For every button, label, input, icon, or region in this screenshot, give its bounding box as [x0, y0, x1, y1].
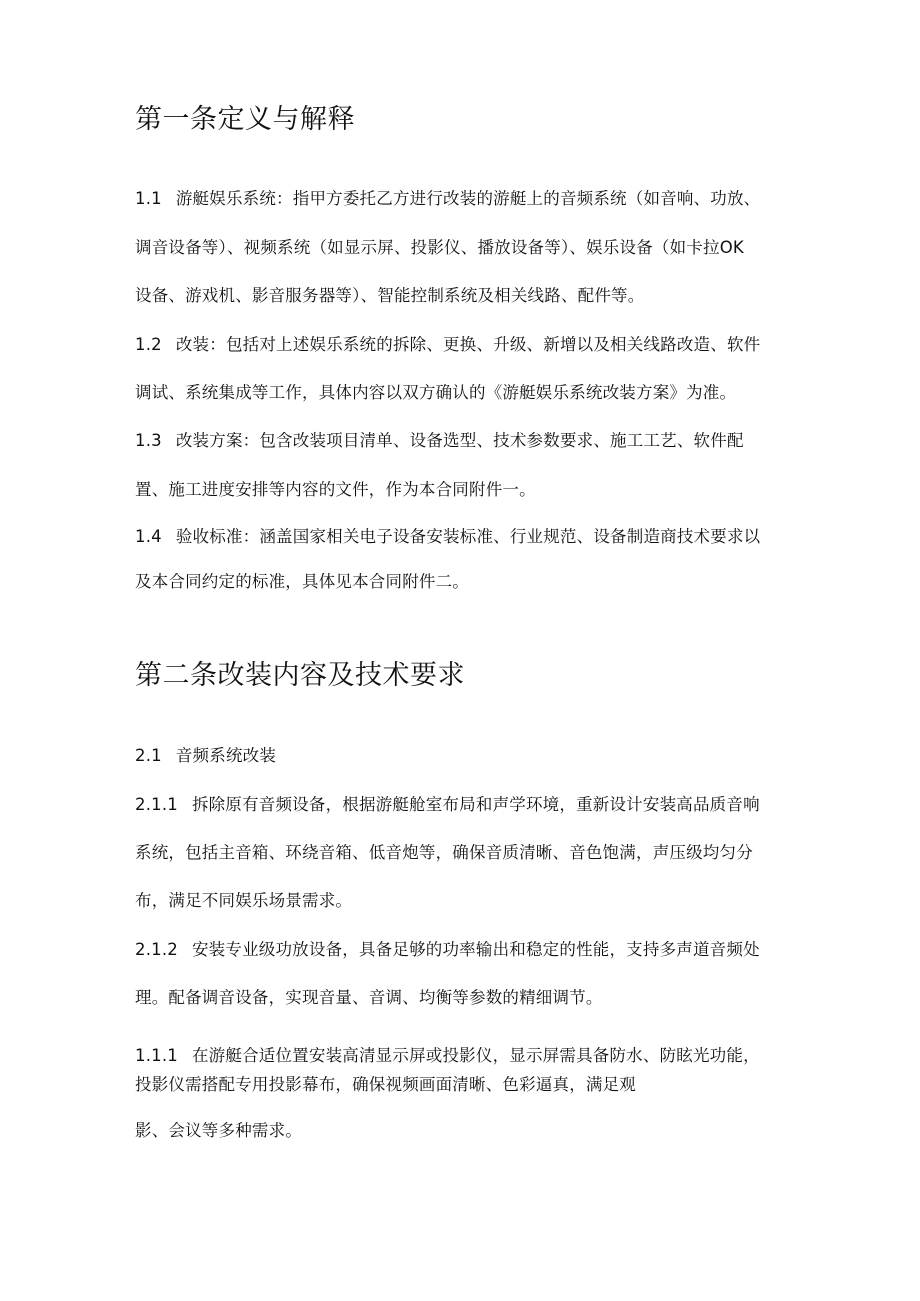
clause-1-3-line-2: 置、施工进度安排等内容的文件，作为本合同附件一。	[135, 480, 536, 499]
clause-1-3-line-1: 1.3 改装方案：包含改装项目清单、设备选型、技术参数要求、施工工艺、软件配	[135, 429, 744, 453]
clause-1-1-line-3: 设备、游戏机、影音服务器等）、智能控制系统及相关线路、配件等。	[135, 286, 645, 305]
section-2-title: 第二条改装内容及技术要求	[135, 660, 465, 691]
clause-number: 1.3	[135, 431, 162, 450]
clause-1-1-line-1: 1.1 游艇娱乐系统：指甲方委托乙方进行改装的游艇上的音频系统（如音响、功放、	[135, 187, 760, 211]
clause-2-1-1-line-3: 布，满足不同娱乐场景需求。	[135, 891, 353, 910]
clause-number: 2.1.2	[135, 940, 178, 959]
clause-number: 2.1.1	[135, 795, 178, 814]
clause-1-4-line-2: 及本合同约定的标准，具体见本合同附件二。	[135, 572, 469, 591]
clause-number: 1.4	[135, 527, 162, 546]
clause-number: 1.1.1	[135, 1046, 178, 1065]
clause-1-2-line-2: 调试、系统集成等工作，具体内容以双方确认的《游艇娱乐系统改装方案》为准。	[135, 383, 737, 402]
clause-2-1-1-line-2: 系统，包括主音箱、环绕音箱、低音炮等，确保音质清晰、音色饱满，声压级均匀分	[135, 843, 753, 862]
clause-number: 1.2	[135, 335, 162, 354]
section-1-title: 第一条定义与解释	[135, 104, 355, 135]
clause-2-1-2-line-2: 理。配备调音设备，实现音量、音调、均衡等参数的精细调节。	[135, 988, 603, 1007]
clause-1-1-1-line-1: 1.1.1 在游艇合适位置安装高清显示屏或投影仪，显示屏需具备防水、防眩光功能，	[135, 1044, 760, 1068]
clause-1-1-1-line-2: 投影仪需搭配专用投影幕布，确保视频画面清晰、色彩逼真，满足观	[135, 1075, 636, 1094]
clause-1-4-line-1: 1.4 验收标准：涵盖国家相关电子设备安装标准、行业规范、设备制造商技术要求以	[135, 525, 760, 549]
clause-1-2-line-1: 1.2 改装：包括对上述娱乐系统的拆除、更换、升级、新增以及相关线路改造、软件	[135, 333, 760, 357]
clause-2-1-1-line-1: 2.1.1 拆除原有音频设备，根据游艇舱室布局和声学环境，重新设计安装高品质音响	[135, 793, 760, 817]
clause-number: 2.1	[135, 746, 162, 765]
clause-1-1-line-2: 调音设备等）、视频系统（如显示屏、投影仪、播放设备等）、娱乐设备（如卡拉OK	[135, 238, 744, 257]
clause-2-1-2-line-1: 2.1.2 安装专业级功放设备，具备足够的功率输出和稳定的性能，支持多声道音频处	[135, 938, 760, 962]
clause-1-1-1-line-3: 影、会议等多种需求。	[135, 1121, 302, 1140]
clause-number: 1.1	[135, 189, 162, 208]
clause-2-1-line-1: 2.1 音频系统改装	[135, 744, 276, 768]
